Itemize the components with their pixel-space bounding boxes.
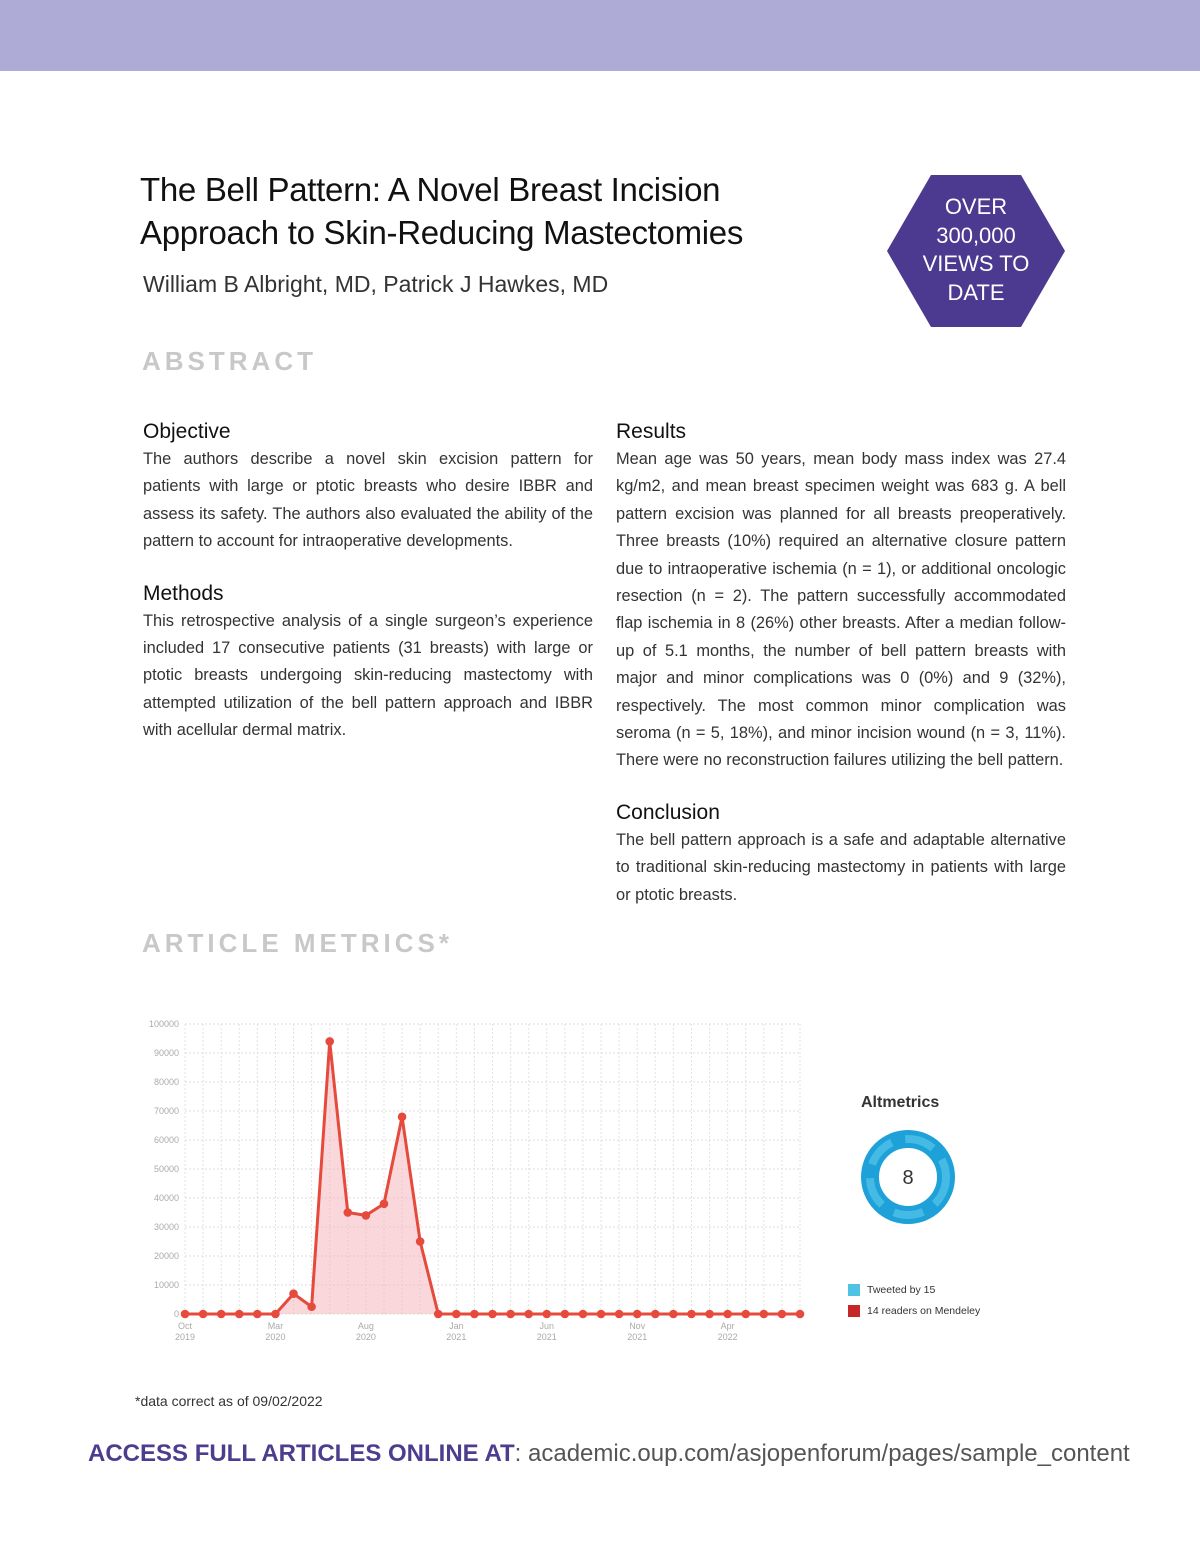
data-point <box>380 1200 389 1209</box>
x-tick-label-month: Jun <box>539 1321 555 1331</box>
badge-text <box>887 193 1065 307</box>
x-tick-label-month: Aug <box>357 1321 374 1331</box>
y-tick-label: 30000 <box>153 1222 179 1232</box>
views-chart <box>140 1010 810 1355</box>
data-point <box>325 1037 334 1046</box>
data-point <box>651 1310 660 1319</box>
data-point <box>271 1310 280 1319</box>
data-point <box>597 1310 606 1319</box>
legend-label-twitter: Tweeted by 15 <box>867 1284 936 1296</box>
x-tick-label-year: 2022 <box>717 1332 738 1342</box>
y-tick-label: 90000 <box>153 1048 179 1058</box>
legend-item-mendeley <box>848 1305 980 1317</box>
data-point <box>687 1310 696 1319</box>
data-point <box>561 1310 570 1319</box>
abstract-right-column <box>616 420 1066 935</box>
views-badge <box>887 175 1065 327</box>
badge-line-4: DATE <box>947 279 1005 305</box>
x-tick-label-month: Mar <box>267 1321 284 1331</box>
objective-title: Objective <box>143 420 231 443</box>
y-tick-label: 70000 <box>153 1106 179 1116</box>
data-point <box>307 1302 316 1311</box>
data-point <box>796 1310 805 1319</box>
title-line-1: The Bell Pattern: A Novel Breast Incision <box>140 171 721 208</box>
conclusion-text: The bell pattern approach is a safe and adaptable alternative to traditional skin-reducing mastectomy in patients with large or ptotic breasts. <box>616 830 1066 904</box>
y-tick-label: 60000 <box>153 1135 179 1145</box>
x-tick-label-year: 2021 <box>627 1332 648 1342</box>
altmetric-score: 8 <box>902 1167 914 1189</box>
y-tick-label: 10000 <box>153 1280 179 1290</box>
data-point <box>289 1289 298 1298</box>
y-tick-label: 20000 <box>153 1251 179 1261</box>
data-point <box>452 1310 461 1319</box>
data-point <box>760 1310 769 1319</box>
data-point <box>434 1310 443 1319</box>
results-title: Results <box>616 420 687 443</box>
data-point <box>217 1310 226 1319</box>
footer-access <box>88 1440 1130 1468</box>
badge-line-3: VIEWS TO <box>922 251 1030 276</box>
legend-label-mendeley: 14 readers on Mendeley <box>867 1305 981 1317</box>
data-point <box>343 1208 352 1217</box>
x-tick-label-year: 2019 <box>174 1332 196 1342</box>
data-point <box>181 1310 190 1319</box>
y-tick-label: 80000 <box>153 1077 179 1087</box>
data-point <box>199 1310 208 1319</box>
twitter-swatch-icon <box>848 1284 860 1296</box>
x-tick-label-year: 2020 <box>355 1332 376 1342</box>
data-point <box>669 1310 678 1319</box>
data-point <box>633 1310 642 1319</box>
data-point <box>524 1310 533 1319</box>
conclusion-title: Conclusion <box>616 800 720 824</box>
y-tick-label: 40000 <box>153 1193 179 1203</box>
data-point <box>705 1310 714 1319</box>
x-tick-label-year: 2020 <box>265 1332 286 1342</box>
footer-url-link[interactable]: academic.oup.com/asjopenforum/pages/sample_content <box>528 1440 1130 1467</box>
data-point <box>506 1310 515 1319</box>
methods-title: Methods <box>143 581 224 605</box>
x-tick-label-month: Oct <box>177 1321 193 1331</box>
metrics-heading: ARTICLE METRICS* <box>142 928 453 958</box>
abstract-heading: ABSTRACT <box>142 346 317 376</box>
data-point <box>470 1310 479 1319</box>
x-tick-label-month: Apr <box>720 1321 735 1331</box>
article-title <box>140 168 860 254</box>
x-tick-label-month: Nov <box>629 1321 646 1331</box>
legend-item-twitter <box>848 1284 935 1296</box>
data-point <box>253 1310 262 1319</box>
data-point <box>741 1310 750 1319</box>
data-footnote: *data correct as of 09/02/2022 <box>135 1393 323 1409</box>
methods-text: This retrospective analysis of a single surgeon’s experience included 17 consecutive patients (31 breasts) with large or ptotic breasts undergoing skin-reducing mastectomy with attempted utilization of the bell pattern approach and IBBR with acellular dermal matrix. <box>143 611 593 740</box>
data-point <box>542 1310 551 1319</box>
data-point <box>398 1113 407 1122</box>
y-tick-label: 0 <box>173 1309 179 1319</box>
data-point <box>615 1310 624 1319</box>
title-line-2: Approach to Skin-Reducing Mastectomies <box>140 214 744 251</box>
data-point <box>778 1310 787 1319</box>
x-tick-label-month: Jan <box>449 1321 464 1331</box>
data-point <box>362 1211 371 1220</box>
footer-label: ACCESS FULL ARTICLES ONLINE AT <box>88 1440 515 1467</box>
mendeley-swatch-icon <box>848 1305 860 1317</box>
x-tick-label-year: 2021 <box>536 1332 557 1342</box>
data-point <box>723 1310 732 1319</box>
badge-line-2: 300,000 <box>936 222 1016 248</box>
objective-text: The authors describe a novel skin excision pattern for patients with large or ptotic breasts who desire IBBR and assess its safety. The authors also evaluated the ability of the pattern to account for intraoperative developments. <box>143 450 593 551</box>
badge-line-1: OVER <box>944 194 1008 219</box>
y-tick-label: 50000 <box>153 1164 179 1174</box>
data-point <box>235 1310 244 1319</box>
results-text: Mean age was 50 years, mean body mass index was 27.4 kg/m2, and mean breast specimen weight was 683 g. A bell pattern excision was planned for all breasts preoperatively. Three breasts (10%) required an alternative closure pattern due to intraoperative ischemia (n = 1), or additional oncologic resection (n = 2). The pattern successfully accommodated flap ischemia in 8 (26%) other breasts. After a median follow-up of 5.1 months, the number of bell pattern breasts with major and minor complications was 0 (0%) and 9 (32%), respectively. The most common minor complication was seroma (n = 5, 18%), and minor incision wound (n = 3, 11%). There were no reconstruction failures utilizing the bell pattern. <box>616 450 1066 770</box>
header-band <box>0 0 1200 71</box>
altmetric-donut-icon <box>859 1128 957 1226</box>
abstract-left-column <box>143 420 593 771</box>
article-authors: William B Albright, MD, Patrick J Hawkes, MD <box>143 271 609 297</box>
y-tick-label: 100000 <box>148 1019 179 1029</box>
data-point <box>488 1310 497 1319</box>
altmetrics-title: Altmetrics <box>861 1094 940 1111</box>
x-tick-label-year: 2021 <box>446 1332 467 1342</box>
data-point <box>579 1310 588 1319</box>
data-point <box>416 1237 425 1246</box>
footer-separator: : <box>514 1440 529 1467</box>
